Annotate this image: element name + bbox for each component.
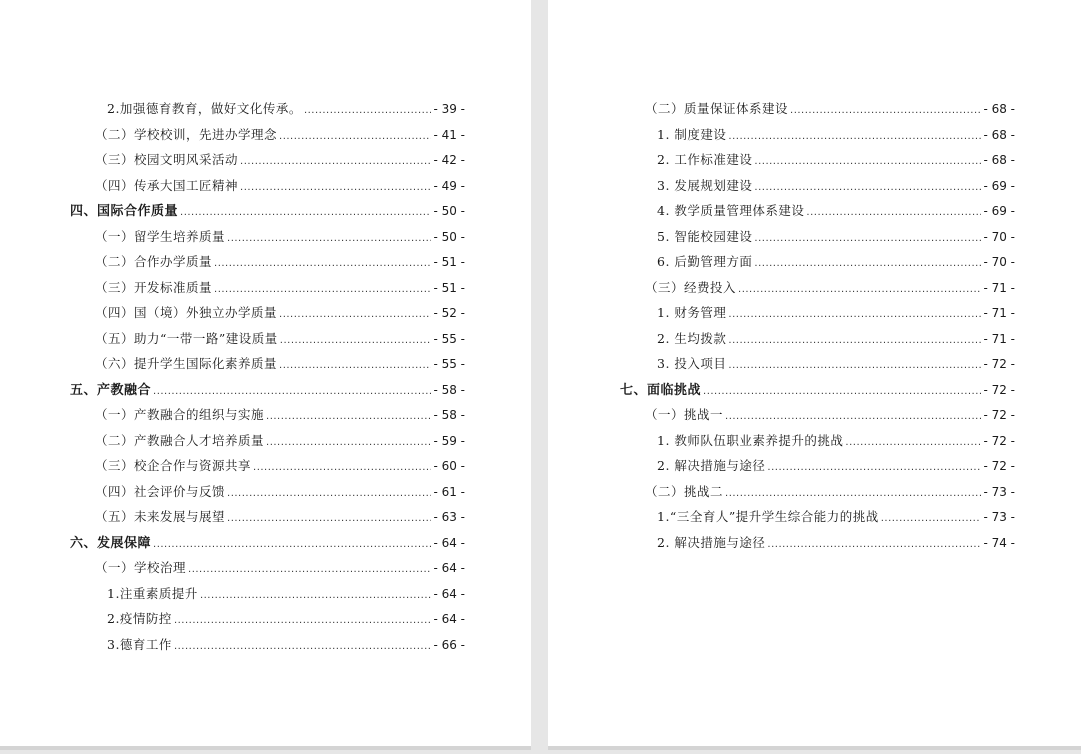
toc-leader-dots [754,175,981,199]
toc-entry[interactable] [95,124,465,146]
toc-entry[interactable] [657,200,1015,222]
toc-leader-dots [280,328,432,352]
toc-entry-label: 1.注重素质提升 [107,586,198,601]
toc-page-number: - 50 - [433,204,465,218]
toc-leader-dots [725,481,981,505]
toc-page-number: - 66 - [433,638,465,652]
toc-entry-label: （一）挑战一 [645,407,724,422]
toc-leader-dots [754,251,981,275]
toc-page-number: - 73 - [983,485,1015,499]
toc-entry[interactable] [645,277,1015,299]
toc-page-number: - 71 - [983,306,1015,320]
toc-leader-dots [767,455,981,479]
toc-page-number: - 63 - [433,510,465,524]
toc-entry-label: 2.疫情防控 [107,611,172,626]
toc-entry-label: 4. 教学质量管理体系建设 [657,203,805,218]
toc-entry-label: （三）校企合作与资源共享 [95,458,252,473]
document-page-right [548,0,1081,750]
toc-entry-label: （五）助力“一带一路”建设质量 [95,331,278,346]
toc-page-number: - 55 - [433,332,465,346]
toc-page-number: - 68 - [983,153,1015,167]
toc-page-number: - 50 - [433,230,465,244]
toc-page-number: - 68 - [983,102,1015,116]
toc-leader-dots [174,634,432,658]
toc-entry-label: （二）质量保证体系建设 [645,101,789,116]
toc-entry-label: （三）开发标准质量 [95,280,213,295]
toc-page-number: - 51 - [433,255,465,269]
toc-entry[interactable] [107,608,465,630]
toc-leader-dots [279,302,431,326]
toc-entry[interactable] [657,124,1015,146]
toc-page-number: - 72 - [983,383,1015,397]
toc-entry-label: 1. 财务管理 [657,305,727,320]
page-bottom-edge [0,746,531,750]
toc-page-number: - 52 - [433,306,465,320]
toc-page-number: - 72 - [983,434,1015,448]
toc-entry-label: 四、国际合作质量 [70,204,179,219]
toc-leader-dots [881,506,982,530]
toc-entry[interactable] [70,200,465,222]
toc-page-number: - 55 - [433,357,465,371]
toc-entry-label: 3. 投入项目 [657,356,727,371]
document-page-left [0,0,531,750]
toc-entry[interactable] [95,404,465,426]
toc-page-number: - 73 - [983,510,1015,524]
toc-page-number: - 49 - [433,179,465,193]
toc-entry-label: 3.德育工作 [107,637,172,652]
toc-leader-dots [253,455,431,479]
toc-entry[interactable] [657,226,1015,248]
toc-entry[interactable] [95,455,465,477]
toc-page-number: - 41 - [433,128,465,142]
toc-entry-label: 5. 智能校园建设 [657,229,753,244]
toc-leader-dots [767,532,981,556]
page-bottom-edge [548,746,1081,750]
toc-entry-label: 2. 工作标准建设 [657,152,753,167]
toc-entry[interactable] [657,455,1015,477]
toc-entry[interactable] [95,226,465,248]
toc-leader-dots [279,124,431,148]
toc-page-number: - 72 - [983,459,1015,473]
toc-entry[interactable] [645,404,1015,426]
toc-leader-dots [725,404,981,428]
toc-page-number: - 69 - [983,204,1015,218]
toc-entry[interactable] [95,277,465,299]
toc-entry[interactable] [95,251,465,273]
toc-entry[interactable] [95,506,465,528]
toc-leader-dots [845,430,981,454]
toc-page-number: - 64 - [433,536,465,550]
toc-entry-label: 6. 后勤管理方面 [657,254,753,269]
toc-entry-label: 1.“三全育人”提升学生综合能力的挑战 [657,509,879,524]
toc-leader-dots [266,430,431,454]
toc-page-number: - 60 - [433,459,465,473]
toc-entry[interactable] [95,302,465,324]
toc-page-number: - 68 - [983,128,1015,142]
toc-entry[interactable] [657,149,1015,171]
toc-entry[interactable] [95,175,465,197]
toc-leader-dots [227,506,431,530]
toc-leader-dots [790,98,981,122]
toc-entry[interactable] [657,251,1015,273]
toc-leader-dots [153,533,431,556]
toc-page-number: - 74 - [983,536,1015,550]
toc-entry[interactable] [657,302,1015,324]
toc-entry[interactable] [107,634,465,656]
toc-page-number: - 72 - [983,408,1015,422]
toc-entry[interactable] [70,379,465,401]
toc-page-number: - 70 - [983,230,1015,244]
toc-leader-dots [200,583,432,607]
toc-leader-dots [240,149,431,173]
toc-leader-dots [728,302,981,326]
toc-leader-dots [227,481,431,505]
toc-page-number: - 51 - [433,281,465,295]
toc-leader-dots [240,175,431,199]
toc-leader-dots [227,226,431,250]
toc-leader-dots [153,380,431,403]
toc-leader-dots [728,124,981,148]
toc-entry[interactable] [107,583,465,605]
toc-entry-label: （四）传承大国工匠精神 [95,178,239,193]
toc-entry-label: （五）未来发展与展望 [95,509,226,524]
toc-page-number: - 58 - [433,408,465,422]
toc-entry[interactable] [645,98,1015,120]
toc-entry-label: 2.加强德育教育，做好文化传承。 [107,101,302,116]
toc-page-number: - 61 - [433,485,465,499]
toc-entry-label: （二）挑战二 [645,484,724,499]
toc-entry-label: 六、发展保障 [70,536,152,551]
toc-leader-dots [754,226,981,250]
toc-page-number: - 58 - [433,383,465,397]
toc-entry[interactable] [657,430,1015,452]
toc-entry[interactable] [645,481,1015,503]
toc-page-number: - 59 - [433,434,465,448]
toc-entry[interactable] [95,430,465,452]
toc-page-number: - 69 - [983,179,1015,193]
toc-entry-label: 2. 解决措施与途径 [657,458,766,473]
toc-leader-dots [738,277,981,301]
toc-entry-label: （三）经费投入 [645,280,737,295]
toc-entry-label: 1. 制度建设 [657,127,727,142]
toc-entry-label: （一）产教融合的组织与实施 [95,407,265,422]
toc-entry-label: （二）产教融合人才培养质量 [95,433,265,448]
toc-entry[interactable] [95,557,465,579]
toc-leader-dots [279,353,431,377]
toc-entry-label: （一）学校治理 [95,560,187,575]
toc-entry-label: （二）学校校训，先进办学理念 [95,127,278,142]
toc-leader-dots [188,557,431,581]
toc-entry[interactable] [657,532,1015,554]
toc-leader-dots [180,201,431,224]
toc-entry-label: 2. 解决措施与途径 [657,535,766,550]
toc-page-number: - 71 - [983,332,1015,346]
toc-leader-dots [806,200,981,224]
toc-entry-label: 七、面临挑战 [620,383,702,398]
toc-page-number: - 39 - [433,102,465,116]
toc-page-number: - 71 - [983,281,1015,295]
toc-entry[interactable] [95,353,465,375]
toc-leader-dots [214,251,431,275]
toc-entry[interactable] [657,328,1015,350]
toc-page-number: - 64 - [433,587,465,601]
toc-entry[interactable] [657,175,1015,197]
toc-entry-label: （一）留学生培养质量 [95,229,226,244]
toc-page-number: - 70 - [983,255,1015,269]
toc-leader-dots [266,404,431,428]
toc-leader-dots [728,328,981,352]
toc-page-number: - 72 - [983,357,1015,371]
toc-entry[interactable] [95,481,465,503]
toc-page-number: - 64 - [433,561,465,575]
toc-entry-label: （三）校园文明风采活动 [95,152,239,167]
toc-leader-dots [174,608,432,632]
toc-leader-dots [703,380,981,403]
toc-entry-label: 3. 发展规划建设 [657,178,753,193]
toc-entry-label: 五、产教融合 [70,383,152,398]
toc-leader-dots [728,353,981,377]
toc-entry-label: 2. 生均拨款 [657,331,727,346]
toc-entry[interactable] [95,328,465,350]
toc-entry-label: （四）社会评价与反馈 [95,484,226,499]
toc-entry[interactable] [657,506,1015,528]
toc-entry[interactable] [95,149,465,171]
toc-entry[interactable] [620,379,1015,401]
toc-entry-label: 1. 教师队伍职业素养提升的挑战 [657,433,844,448]
toc-entry[interactable] [107,98,465,120]
toc-page-number: - 42 - [433,153,465,167]
toc-entry-label: （二）合作办学质量 [95,254,213,269]
toc-entry-label: （六）提升学生国际化素养质量 [95,356,278,371]
toc-leader-dots [214,277,431,301]
toc-leader-dots [754,149,981,173]
toc-leader-dots [304,98,432,122]
toc-page-number: - 64 - [433,612,465,626]
toc-entry[interactable] [657,353,1015,375]
toc-entry[interactable] [70,532,465,554]
toc-entry-label: （四）国（境）外独立办学质量 [95,305,278,320]
